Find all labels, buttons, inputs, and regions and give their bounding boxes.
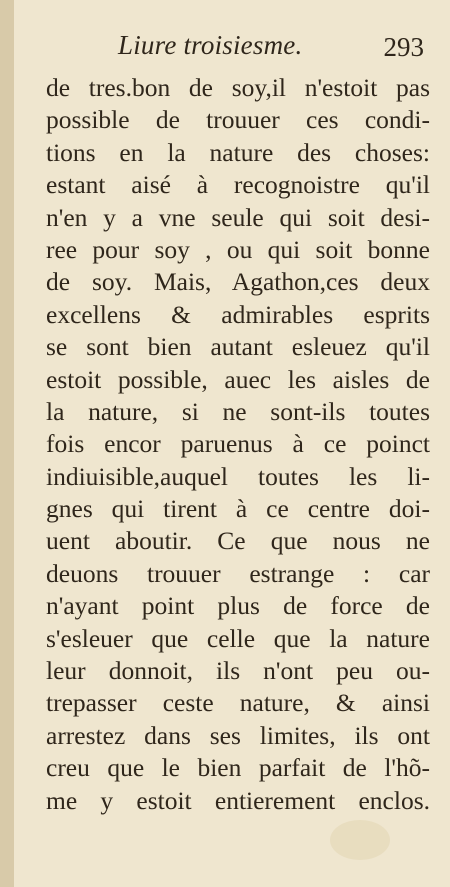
body-text bbox=[46, 72, 430, 817]
paper-stain bbox=[330, 820, 390, 860]
running-title: Liure troisiesme. bbox=[118, 30, 303, 60]
text-line: creu que le bien parfait de l'hõ- bbox=[46, 753, 430, 783]
text-line: ree pour soy , ou qui soit bonne bbox=[46, 234, 430, 264]
text-line: s'esleuer que celle que la nature bbox=[46, 623, 430, 653]
text-line: fois encor paruenus à ce poinct bbox=[46, 429, 430, 459]
text-line: estant aisé à recognoistre qu'il bbox=[46, 170, 430, 200]
text-line: estoit possible, auec les aisles de bbox=[46, 364, 430, 394]
binding-shadow bbox=[0, 0, 14, 887]
text-line: la nature, si ne sont-ils toutes bbox=[46, 396, 430, 426]
page-number: 293 bbox=[383, 32, 424, 62]
text-line: excellens & admirables esprits bbox=[46, 299, 430, 329]
page-header bbox=[118, 26, 424, 62]
text-line: possible de trouuer ces condi- bbox=[46, 105, 430, 135]
text-line: uent aboutir. Ce que nous ne bbox=[46, 526, 430, 556]
text-line: de soy. Mais, Agathon,ces deux bbox=[46, 267, 430, 297]
text-line: me y estoit entierement enclos. bbox=[46, 785, 430, 815]
text-line: arrestez dans ses limites, ils ont bbox=[46, 720, 430, 750]
text-line: se sont bien autant esleuez qu'il bbox=[46, 332, 430, 362]
text-line: de tres.bon de soy,il n'estoit pas bbox=[46, 73, 430, 102]
text-line: tions en la nature des choses: bbox=[46, 137, 430, 167]
text-line: n'ayant point plus de force de bbox=[46, 591, 430, 621]
text-line: leur donnoit, ils n'ont peu ou- bbox=[46, 656, 430, 686]
text-line: gnes qui tirent à ce centre doi- bbox=[46, 494, 430, 524]
text-line: n'en y a vne seule qui soit desi- bbox=[46, 202, 430, 232]
text-line: indiuisible,auquel toutes les li- bbox=[46, 461, 430, 491]
text-line: trepasser ceste nature, & ainsi bbox=[46, 688, 430, 718]
text-line: deuons trouuer estrange : car bbox=[46, 558, 430, 588]
